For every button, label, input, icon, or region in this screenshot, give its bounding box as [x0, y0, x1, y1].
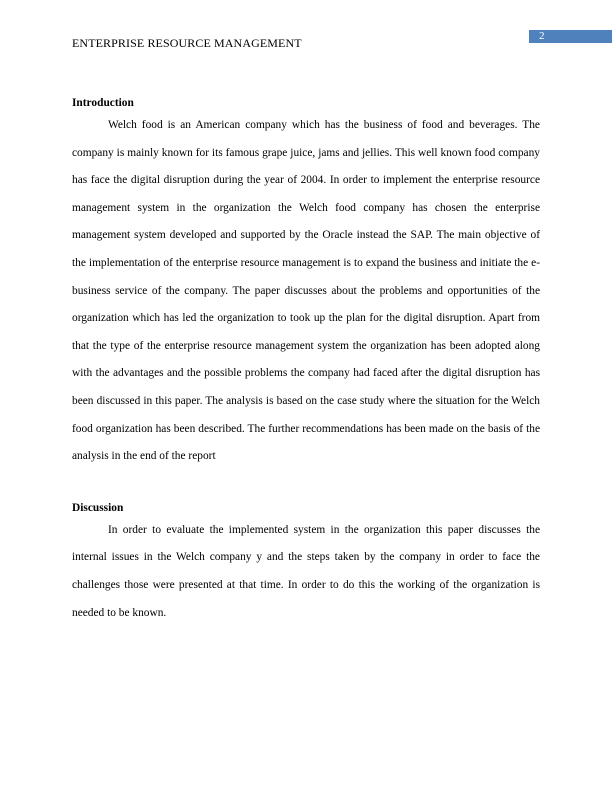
discussion-heading: Discussion — [72, 501, 124, 514]
page-number-badge: 2 — [529, 30, 612, 43]
running-head-title: ENTERPRISE RESOURCE MANAGEMENT — [72, 36, 302, 50]
introduction-paragraph: Welch food is an American company which has the business of food and beverages. The company is mainly known for its famous grape juice, jams and jellies. This well known food company has face the digital disruption during the year of 2004. In order to implement the enterprise resource management system in the organization the Welch food company has chosen the enterprise management system developed and supported by the Oracle instead the SAP. The main objective of the implementation of the enterprise resource management is to expand the business and initiate the e-business service of the company. The paper discusses about the problems and opportunities of the organization which has led the organization to took up the plan for the digital disruption. Apart from that the type of the enterprise resource management system the organization has been adopted along with the advantages and the possible problems the company had faced after the digital disruption has been discussed in this paper. The analysis is based on the case study where the situation for the Welch food organization has been described. The further recommendations has been made on the basis of the analysis in the end of the report — [72, 119, 540, 463]
document-body — [72, 94, 540, 627]
discussion-paragraph: In order to evaluate the implemented system in the organization this paper discusses the internal issues in the Welch company y and the steps taken by the company in order to face the challenges those were presented at that time. In order to do this the working of the organization is needed to be known. — [72, 523, 540, 619]
section-spacer — [72, 471, 540, 499]
introduction-heading: Introduction — [72, 97, 134, 109]
